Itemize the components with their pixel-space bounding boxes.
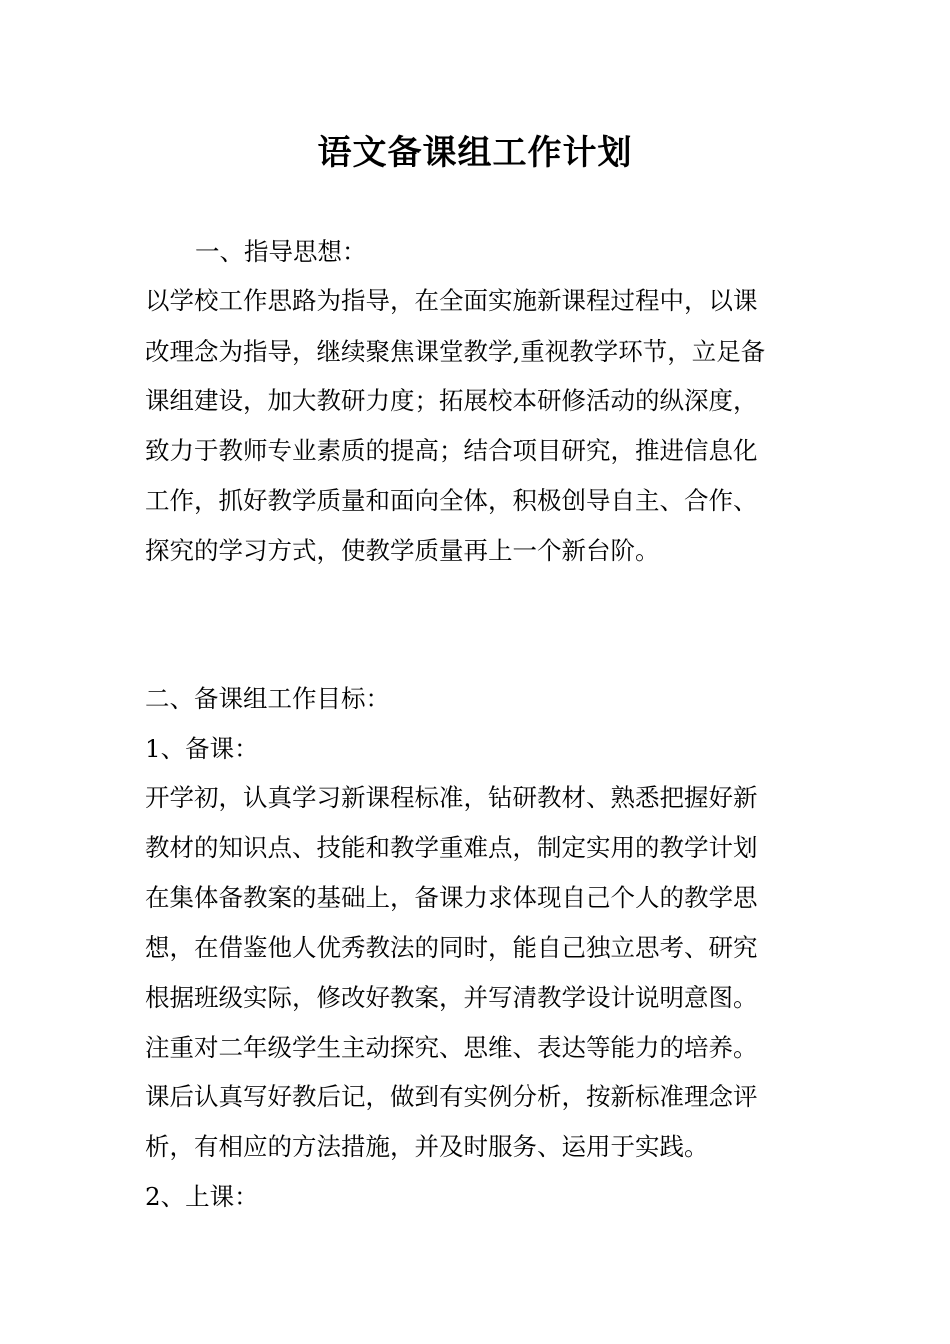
subsection-1-line: 根据班级实际，修改好教案，并写清教学设计说明意图。: [145, 983, 758, 1012]
subsection-1-heading: 1、备课：: [145, 734, 259, 763]
section-2-heading: 二、备课组工作目标：: [145, 684, 390, 713]
subsection-1-line: 析，有相应的方法措施，并及时服务、运用于实践。: [145, 1132, 709, 1161]
section-1-line: 工作，抓好教学质量和面向全体，积极创导自主、合作、: [145, 486, 758, 515]
section-1-line: 以学校工作思路为指导，在全面实施新课程过程中，以课: [145, 286, 758, 315]
page-title: 语文备课组工作计划: [317, 133, 633, 173]
section-1-line: 致力于教师专业素质的提高；结合项目研究，推进信息化: [145, 436, 758, 465]
section-1-line: 课组建设，加大教研力度；拓展校本研修活动的纵深度，: [145, 386, 758, 415]
subsection-1-line: 教材的知识点、技能和教学重难点，制定实用的教学计划: [145, 833, 758, 862]
section-1-line: 探究的学习方式，使教学质量再上一个新台阶。: [145, 536, 660, 565]
subsection-1-line: 开学初，认真学习新课程标准，钻研教材、熟悉把握好新: [145, 783, 758, 812]
section-1-heading: 一、指导思想：: [195, 237, 367, 266]
subsection-1-line: 在集体备教案的基础上，备课力求体现自己个人的教学思: [145, 883, 758, 912]
section-1-line: 改理念为指导，继续聚焦课堂教学,重视教学环节，立足备: [145, 337, 766, 366]
subsection-1-line: 注重对二年级学生主动探究、思维、表达等能力的培养。: [145, 1033, 758, 1062]
subsection-1-line: 想，在借鉴他人优秀教法的同时，能自己独立思考、研究: [145, 933, 758, 962]
subsection-1-line: 课后认真写好教后记，做到有实例分析，按新标准理念评: [145, 1082, 758, 1111]
subsection-2-heading: 2、上课：: [145, 1182, 259, 1211]
